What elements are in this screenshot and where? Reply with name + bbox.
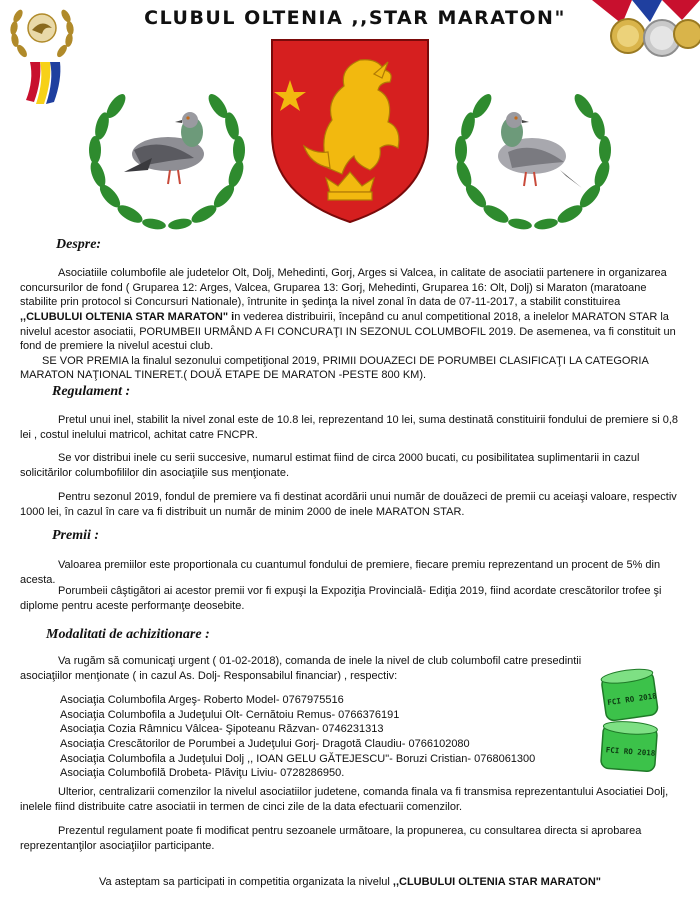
section-heading-premii: Premii : [52, 528, 100, 543]
contact-item: Asociaţia Columbofila a Judeţului Dolj ,, IOAN GELU GĂTEJESCU"- Boruzi Cristian- 0768061300 [60, 752, 536, 765]
contact-item: Asociaţia Cozia Râmnicu Vâlcea- Şipoteanu Răzvan- 0746231313 [60, 723, 384, 736]
regulament-paragraph-3: Pentru sezonul 2019, fondul de premiere va fi destinat acordării unui număr de douăzeci de premii cu aceiaşi valoare, respectiv 1000 lei, în cazul în care va fi distribuit un număr de minim 2000 de inele MARATON STAR. [20, 491, 677, 518]
contact-item: Asociaţia Columbofila a Judeţului Olt- Cernătoiu Remus- 0766376191 [60, 708, 400, 721]
despre-paragraph-2: SE VOR PREMIA la finalul sezonului competiţional 2019, PRIMII DOUAZECI DE PORUMBEI CLASIFICAŢI LA CATEGORIA MARATON NAŢIONAL TINERET.( DOUĂ ETAPE DE MARATON -PESTE 800 KM). [20, 354, 649, 382]
ring-label-2: FCI RO 2018 [605, 745, 656, 758]
footer-text: Va asteptam sa participati in competitia organizata la nivelul [99, 876, 393, 888]
ring-label-1: FCI RO 2018 [606, 691, 658, 708]
medals-icon [592, 0, 700, 64]
coat-of-arms-shield [270, 38, 430, 224]
club-name-bold: ,,CLUBULUI OLTENIA STAR MARATON" i [20, 310, 235, 323]
despre-text-a: Asociatiile columbofile ale judetelor Olt, Dolj, Mehedinti, Gorj, Arges si Valcea, in calitate de asociatii partenere in organizarea concursurilor de fond ( Gruparea 12: Arges, Valcea, Gruparea 13: Gorj, Mehedinti, Gruparea 16: Olt, Dolj) si Maraton (maratoane stabilite prin protocol si Concursuri Nationale), întrunite in şedinţa la nivel zonal în data de 07-11-2017, a stabilit constituirea [20, 267, 667, 309]
regulament-paragraph-2: Se vor distribui inele cu serii succesive, numarul estimat fiind de circa 2000 bucati, cu posibilitatea suplimentarii in cazul solicitărilor columbofililor din asociaţiile sus menţionate. [20, 452, 640, 479]
despre-text-b: n vederea distribuirii, începând cu anul competitional 2018, a inelelor MARATON STAR la nivelul acestor asociatii, PORUMBEII URMÂND A FI CONCURAŢI IN SEZONUL COLUMBOFIL 2019. De asemenea, va fi constituit un fond de premiere la nivelul acestui club. [20, 310, 676, 353]
left-laurel-pigeon-emblem [82, 76, 252, 236]
contact-item: Asociaţia Crescătorilor de Porumbei a Judeţului Gorj- Dragotă Claudiu- 0766102080 [60, 737, 470, 750]
premii-paragraph-2: Porumbeii câştigători ai acestor premii vor fi expuşi la Expoziţia Provincială- Ediţia 2019, fiind acordate crescătorilor trofee şi diplome pentru aceste performanţe deosebite. [20, 585, 662, 612]
section-heading-modalitati: Modalitati de achizitionare : [46, 627, 210, 642]
section-heading-despre: Despre: [56, 237, 102, 252]
regulament-paragraph-1: Pretul unui inel, stabilit la nivel zonal este de 10.8 lei, reprezentand 10 lei, suma destinată constituirii fondului de premiere si 0,8 lei , costul inelului matricol, achitat catre FNCPR. [20, 414, 679, 441]
footer-invitation [0, 875, 700, 890]
section-heading-regulament: Regulament : [52, 384, 131, 399]
contacts-list [60, 693, 580, 781]
contact-item: Asociaţia Columbofila Argeş- Roberto Model- 0767975516 [60, 694, 344, 706]
premii-paragraph-1: Valoarea premiilor este proportionala cu cuantumul fondului de premiere, fiecare premiu reprezentand un procent de 5% din acesta. [20, 559, 661, 586]
modalitati-paragraph-3: Prezentul regulament poate fi modificat pentru sezoanele următoare, la propunerea, cu consultarea directa si aprobarea reprezentanţilor asociaţiilor participante. [20, 825, 642, 852]
modalitati-paragraph-2: Ulterior, centralizarii comenzilor la nivelul asociatiilor judetene, comanda finala va fi transmisa reprezentantului Asociatiei Dolj, inelele fiind distribuite catre asociatii in termen de cinci zile de la data efectuarii comenzilor. [20, 786, 669, 813]
right-laurel-pigeon-emblem [448, 76, 618, 236]
pigeon-rings-image [590, 668, 670, 776]
contact-item: Asociaţia Columbofilă Drobeta- Plăviţu Liviu- 0728286950. [60, 767, 345, 780]
page-title: CLUBUL OLTENIA ,,STAR MARATON" [144, 7, 566, 29]
footer-club-name: ,,CLUBULUI OLTENIA STAR MARATON" [392, 876, 601, 888]
modalitati-paragraph-1: Va rugăm să comunicaţi urgent ( 01-02-2018), comanda de inele la nivel de club columbofil catre presedintii asociaţiilor menţionate ( in cazul As. Dolj- Responsabilul financiar) , respectiv: [20, 655, 582, 682]
despre-paragraph-1 [20, 266, 680, 383]
